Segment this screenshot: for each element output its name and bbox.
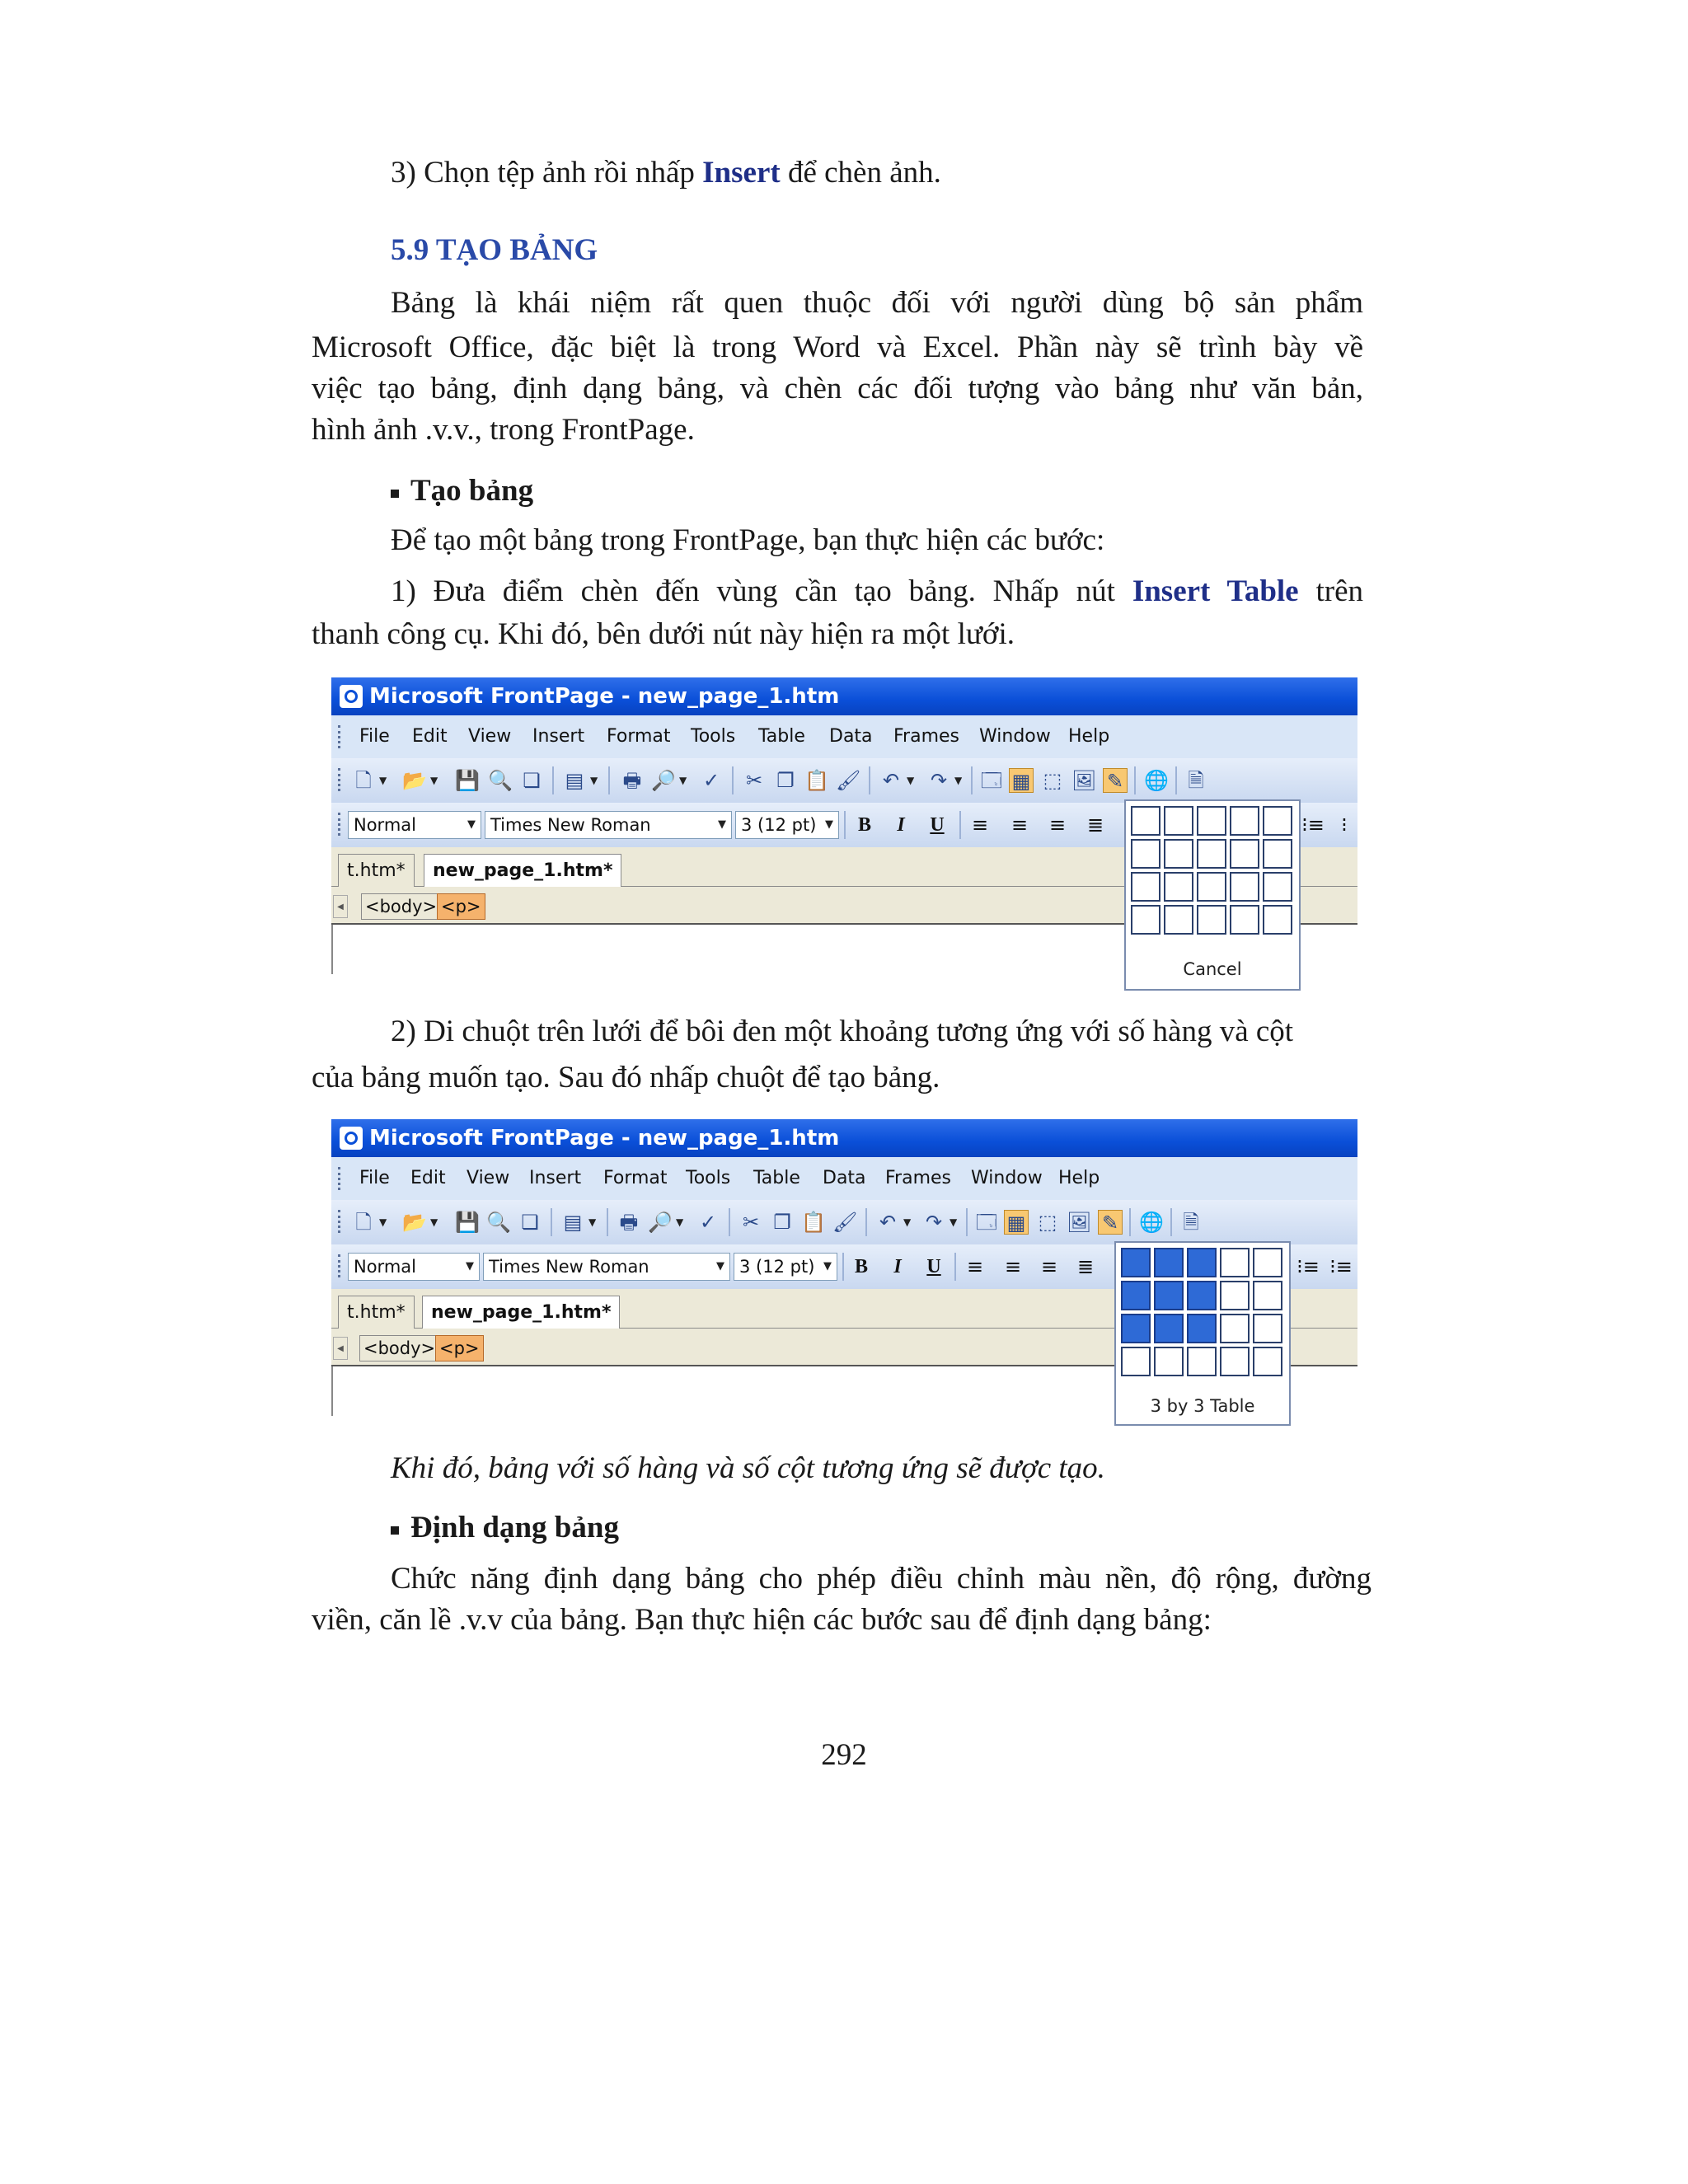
chevron-down-icon: ▼: [825, 818, 833, 831]
insert-layer-icon[interactable]: 🗔: [975, 1211, 998, 1234]
grid-cell[interactable]: [1154, 1347, 1184, 1376]
toolbar-separator: [551, 1208, 552, 1236]
menu-bar: [331, 715, 1357, 758]
dropdown-arrow-icon[interactable]: ▼: [950, 1216, 958, 1228]
section-heading: 5.9 TẠO BẢNG: [391, 233, 598, 267]
grid-cell[interactable]: [1263, 839, 1292, 869]
hyperlink-icon[interactable]: 🌐: [1139, 1211, 1164, 1234]
print-icon[interactable]: 🖶: [619, 1211, 639, 1234]
grip-icon: [338, 725, 341, 748]
font-size-select[interactable]: 3 (12 pt) ▼: [735, 811, 839, 839]
hyperlink-icon[interactable]: 🌐: [1144, 769, 1169, 792]
grid-cell[interactable]: [1121, 1248, 1151, 1277]
format-painter-icon[interactable]: 🖌: [832, 1211, 858, 1234]
menu-insert[interactable]: Insert: [532, 726, 585, 747]
grid-cell[interactable]: [1131, 839, 1160, 869]
grip-icon: [338, 1167, 341, 1190]
italic-button[interactable]: I: [893, 1256, 902, 1277]
menu-data[interactable]: Data: [823, 1168, 866, 1188]
grid-cell[interactable]: [1263, 905, 1292, 935]
drawing-icon[interactable]: ✎: [1098, 1210, 1123, 1235]
search-icon[interactable]: 🔍: [486, 1211, 511, 1234]
grid-cell[interactable]: [1154, 1314, 1184, 1343]
dropdown-arrow-icon[interactable]: ▼: [379, 775, 387, 786]
menu-view[interactable]: View: [467, 1168, 510, 1188]
grid-cell[interactable]: [1253, 1314, 1282, 1343]
chevron-down-icon: ▼: [823, 1260, 832, 1272]
toolbar-separator: [732, 766, 734, 794]
align-right-icon[interactable]: ≡: [1048, 813, 1067, 837]
toolbar-separator: [1175, 766, 1177, 794]
grid-cell[interactable]: [1230, 905, 1259, 935]
menu-table[interactable]: Table: [753, 1168, 800, 1188]
dropdown-arrow-icon[interactable]: ▼: [907, 775, 915, 786]
tab-new-page[interactable]: new_page_1.htm*: [422, 1296, 620, 1329]
step2-line-1: 2) Di chuột trên lưới để bôi đen một khoảng tương ứng với số hàng và cột: [391, 1015, 1294, 1048]
justify-icon[interactable]: ≣: [1076, 1255, 1095, 1278]
grid-cell[interactable]: [1230, 806, 1259, 836]
insert-picture-icon[interactable]: 🖼: [1067, 1211, 1092, 1234]
menu-window[interactable]: Window: [971, 1168, 1043, 1188]
grid-cell[interactable]: [1154, 1281, 1184, 1310]
undo-icon[interactable]: ↶: [882, 769, 900, 792]
grid-cell[interactable]: [1164, 872, 1193, 902]
chevron-down-icon: ▼: [716, 1260, 724, 1272]
folder-list-icon[interactable]: 🗎: [1188, 769, 1204, 792]
font-select[interactable]: Times New Roman ▼: [483, 1253, 730, 1281]
menu-format[interactable]: Format: [607, 726, 671, 747]
bullet-icon: [391, 490, 399, 498]
menu-tools[interactable]: Tools: [691, 726, 736, 747]
tag-p[interactable]: <p>: [437, 893, 485, 920]
grid-cell[interactable]: [1197, 839, 1226, 869]
window-title: Microsoft FrontPage - new_page_1.htm: [369, 684, 840, 709]
dropdown-arrow-icon[interactable]: ▼: [679, 775, 687, 786]
subheading-create-table: Tạo bảng: [391, 470, 533, 512]
standard-toolbar: [331, 758, 1357, 803]
italic-button[interactable]: I: [897, 814, 905, 836]
publish-icon[interactable]: ❏: [523, 769, 541, 792]
frontpage-app-icon: [340, 685, 363, 708]
grid-cell[interactable]: [1121, 1347, 1151, 1376]
dropdown-arrow-icon[interactable]: ▼: [954, 775, 963, 786]
chevron-down-icon: ▼: [466, 1260, 474, 1272]
intro-line-4: hình ảnh .v.v., trong FrontPage.: [312, 413, 695, 447]
grid-cell[interactable]: [1197, 872, 1226, 902]
menu-tools[interactable]: Tools: [686, 1168, 731, 1188]
grid-cell[interactable]: [1187, 1248, 1217, 1277]
grip-icon: [338, 813, 341, 836]
menu-table[interactable]: Table: [758, 726, 805, 747]
menu-insert[interactable]: Insert: [529, 1168, 582, 1188]
grip-icon: [338, 1254, 341, 1277]
grid-cell[interactable]: [1131, 872, 1160, 902]
grid-cell[interactable]: [1197, 905, 1226, 935]
toolbar-separator: [865, 1208, 867, 1236]
cut-icon[interactable]: ✂: [742, 1211, 760, 1234]
search-icon[interactable]: 🔍: [488, 769, 513, 792]
step2-line-2: của bảng muốn tạo. Sau đó nhấp chuột để tạo bảng.: [312, 1061, 940, 1094]
menu-file[interactable]: File: [359, 726, 390, 747]
paste-icon[interactable]: 📋: [804, 769, 829, 792]
tab-t-htm[interactable]: t.htm*: [338, 1296, 415, 1329]
tab-t-htm[interactable]: t.htm*: [338, 854, 415, 887]
save-icon[interactable]: 💾: [455, 769, 480, 792]
menu-edit[interactable]: Edit: [412, 726, 448, 747]
redo-icon[interactable]: ↷: [930, 769, 948, 792]
align-left-icon[interactable]: ≡: [971, 813, 989, 837]
grid-cell[interactable]: [1164, 839, 1193, 869]
window-titlebar: [331, 677, 1357, 715]
grid-cell[interactable]: [1121, 1314, 1151, 1343]
open-folder-icon[interactable]: 📂: [402, 1211, 427, 1234]
intro-line-1: Bảng là khái niệm rất quen thuộc đối với người dùng bộ sản phẩm: [391, 286, 1363, 320]
frontpage-screenshot-1: [331, 677, 1357, 991]
web-component-icon[interactable]: ▤: [565, 769, 584, 792]
menu-help[interactable]: Help: [1068, 726, 1110, 747]
grid-cell[interactable]: [1220, 1314, 1250, 1343]
toolbar-separator: [869, 766, 870, 794]
insert-table-icon[interactable]: ▦: [1004, 1210, 1029, 1235]
page-number: 292: [821, 1738, 867, 1772]
step3-text: 3) Chọn tệp ảnh rồi nhấp Insert để chèn ảnh.: [391, 156, 941, 190]
align-center-icon[interactable]: ≡: [1004, 1255, 1022, 1278]
insert-table-grid-popup: [1124, 799, 1301, 991]
chevron-down-icon: ▼: [718, 818, 726, 831]
underline-button[interactable]: U: [930, 814, 945, 836]
grid-cell[interactable]: [1154, 1248, 1184, 1277]
justify-icon[interactable]: ≣: [1086, 813, 1104, 837]
grid-size-label: 3 by 3 Table: [1150, 1396, 1255, 1416]
result-caption: Khi đó, bảng với số hàng và số cột tương ứng sẽ được tạo.: [391, 1451, 1105, 1485]
web-component-icon[interactable]: ▤: [563, 1211, 583, 1234]
format-line-2: viền, căn lề .v.v của bảng. Bạn thực hiện các bước sau để định dạng bảng:: [312, 1603, 1212, 1637]
numbering-icon[interactable]: ⁝≡: [1296, 1255, 1320, 1278]
style-select[interactable]: Normal ▼: [348, 811, 481, 839]
intro-line-2: Microsoft Office, đặc biệt là trong Word và Excel. Phần này sẽ trình bày về: [312, 330, 1363, 364]
undo-icon[interactable]: ↶: [879, 1211, 897, 1234]
tag-body[interactable]: <body>: [359, 1335, 439, 1361]
grid-cell[interactable]: [1220, 1347, 1250, 1376]
subheading-format-table: Định dạng bảng: [391, 1507, 619, 1549]
grid-cell[interactable]: [1230, 872, 1259, 902]
font-size-select[interactable]: 3 (12 pt) ▼: [734, 1253, 837, 1281]
scroll-left-icon[interactable]: ◀: [333, 1337, 348, 1360]
create-intro: Để tạo một bảng trong FrontPage, bạn thực hiện các bước:: [391, 523, 1105, 557]
grid-cell[interactable]: [1131, 806, 1160, 836]
toolbar-separator: [844, 811, 846, 839]
insert-layer-box-icon[interactable]: ⬚: [1043, 769, 1062, 792]
new-page-icon[interactable]: 🗋: [355, 1211, 372, 1234]
dropdown-arrow-icon[interactable]: ▼: [676, 1216, 684, 1228]
grid-cancel-label[interactable]: Cancel: [1183, 959, 1242, 979]
tab-new-page[interactable]: new_page_1.htm*: [424, 854, 621, 887]
grid-cell[interactable]: [1263, 872, 1292, 902]
copy-icon[interactable]: ❐: [773, 1211, 791, 1234]
spelling-icon[interactable]: ✓: [702, 769, 720, 792]
grid-cell[interactable]: [1263, 806, 1292, 836]
tag-body[interactable]: <body>: [361, 893, 441, 920]
insert-table-grid-popup: [1114, 1241, 1291, 1426]
menu-help[interactable]: Help: [1058, 1168, 1100, 1188]
standard-toolbar: [331, 1200, 1357, 1244]
preview-icon[interactable]: 🔎: [651, 769, 676, 792]
insert-table-icon[interactable]: ▦: [1009, 768, 1034, 793]
menu-frames[interactable]: Frames: [885, 1168, 952, 1188]
toolbar-separator: [842, 1253, 844, 1281]
dropdown-arrow-icon[interactable]: ▼: [379, 1216, 387, 1228]
menu-view[interactable]: View: [468, 726, 512, 747]
menu-window[interactable]: Window: [979, 726, 1051, 747]
font-select[interactable]: Times New Roman ▼: [485, 811, 732, 839]
grid-cell[interactable]: [1131, 905, 1160, 935]
redo-icon[interactable]: ↷: [925, 1211, 943, 1234]
toolbar-separator: [608, 766, 610, 794]
grid-cell[interactable]: [1197, 806, 1226, 836]
grid-cell[interactable]: [1230, 839, 1259, 869]
dropdown-arrow-icon[interactable]: ▼: [588, 1216, 597, 1228]
intro-line-3: việc tạo bảng, định dạng bảng, và chèn các đối tượng vào bảng như văn bản,: [312, 372, 1363, 405]
format-painter-icon[interactable]: 🖌: [836, 769, 861, 792]
preview-icon[interactable]: 🔎: [648, 1211, 673, 1234]
dropdown-arrow-icon[interactable]: ▼: [590, 775, 598, 786]
insert-picture-icon[interactable]: 🖼: [1071, 769, 1097, 792]
cut-icon[interactable]: ✂: [745, 769, 763, 792]
bold-button[interactable]: B: [857, 814, 871, 836]
toolbar-separator: [966, 1208, 968, 1236]
bullet-icon: [391, 1526, 399, 1535]
toolbar-separator: [1129, 1208, 1131, 1236]
paste-icon[interactable]: 📋: [801, 1211, 826, 1234]
insert-layer-box-icon[interactable]: ⬚: [1038, 1211, 1057, 1234]
grid-cell[interactable]: [1253, 1347, 1282, 1376]
grip-icon: [338, 768, 341, 791]
tag-p[interactable]: <p>: [435, 1335, 484, 1361]
grid-cell[interactable]: [1121, 1281, 1151, 1310]
toolbar-separator: [959, 811, 961, 839]
grid-cell[interactable]: [1220, 1281, 1250, 1310]
grid-cell[interactable]: [1187, 1314, 1217, 1343]
save-icon[interactable]: 💾: [455, 1211, 480, 1234]
dropdown-arrow-icon[interactable]: ▼: [903, 1216, 912, 1228]
dropdown-arrow-icon[interactable]: ▼: [430, 775, 438, 786]
dropdown-arrow-icon[interactable]: ▼: [430, 1216, 438, 1228]
grid-cell[interactable]: [1187, 1347, 1217, 1376]
chevron-down-icon: ▼: [467, 818, 476, 831]
toolbar-separator: [1170, 1208, 1172, 1236]
align-center-icon[interactable]: ≡: [1010, 813, 1029, 837]
toolbar-separator: [971, 766, 973, 794]
style-select[interactable]: Normal ▼: [348, 1253, 480, 1281]
print-icon[interactable]: 🖶: [622, 769, 642, 792]
step1-line-1: 1) Đưa điểm chèn đến vùng cần tạo bảng. Nhấp nút Insert Table trên: [391, 574, 1363, 608]
frontpage-screenshot-2: [331, 1119, 1357, 1426]
grid-cell[interactable]: [1187, 1281, 1217, 1310]
grid-cell[interactable]: [1164, 806, 1193, 836]
numbering-icon[interactable]: ⁝≡: [1301, 813, 1325, 837]
grip-icon: [338, 1210, 341, 1233]
grid-cell[interactable]: [1253, 1248, 1282, 1277]
underline-button[interactable]: U: [926, 1256, 941, 1277]
grid-cell[interactable]: [1253, 1281, 1282, 1310]
frontpage-app-icon: [340, 1127, 363, 1150]
window-title: Microsoft FrontPage - new_page_1.htm: [369, 1126, 840, 1151]
publish-icon[interactable]: ❏: [521, 1211, 539, 1234]
align-right-icon[interactable]: ≡: [1040, 1255, 1058, 1278]
new-page-icon[interactable]: 🗋: [355, 769, 372, 792]
toolbar-separator: [1134, 766, 1136, 794]
menu-file[interactable]: File: [359, 1168, 390, 1188]
open-folder-icon[interactable]: 📂: [402, 769, 427, 792]
format-line-1: Chức năng định dạng bảng cho phép điều chỉnh màu nền, độ rộng, đường: [391, 1562, 1372, 1596]
toolbar-separator: [954, 1253, 956, 1281]
menu-bar: [331, 1157, 1357, 1200]
grid-cell[interactable]: [1220, 1248, 1250, 1277]
align-left-icon[interactable]: ≡: [966, 1255, 984, 1278]
step1-line-2: thanh công cụ. Khi đó, bên dưới nút này hiện ra một lưới.: [312, 617, 1015, 651]
bullets-icon[interactable]: ⁝: [1341, 813, 1348, 837]
drawing-icon[interactable]: ✎: [1103, 768, 1128, 793]
insert-layer-icon[interactable]: 🗔: [980, 769, 1003, 792]
copy-icon[interactable]: ❐: [776, 769, 795, 792]
menu-format[interactable]: Format: [603, 1168, 668, 1188]
bold-button[interactable]: B: [854, 1256, 868, 1277]
grid-cell[interactable]: [1164, 905, 1193, 935]
scroll-left-icon[interactable]: ◀: [333, 895, 348, 918]
window-titlebar: [331, 1119, 1357, 1157]
menu-data[interactable]: Data: [829, 726, 873, 747]
toolbar-separator: [552, 766, 554, 794]
toolbar-separator: [607, 1208, 608, 1236]
spelling-icon[interactable]: ✓: [699, 1211, 717, 1234]
toolbar-separator: [729, 1208, 730, 1236]
menu-edit[interactable]: Edit: [410, 1168, 446, 1188]
menu-frames[interactable]: Frames: [893, 726, 960, 747]
folder-list-icon[interactable]: 🗎: [1183, 1211, 1199, 1234]
bullets-icon[interactable]: ⁝≡: [1329, 1255, 1353, 1278]
